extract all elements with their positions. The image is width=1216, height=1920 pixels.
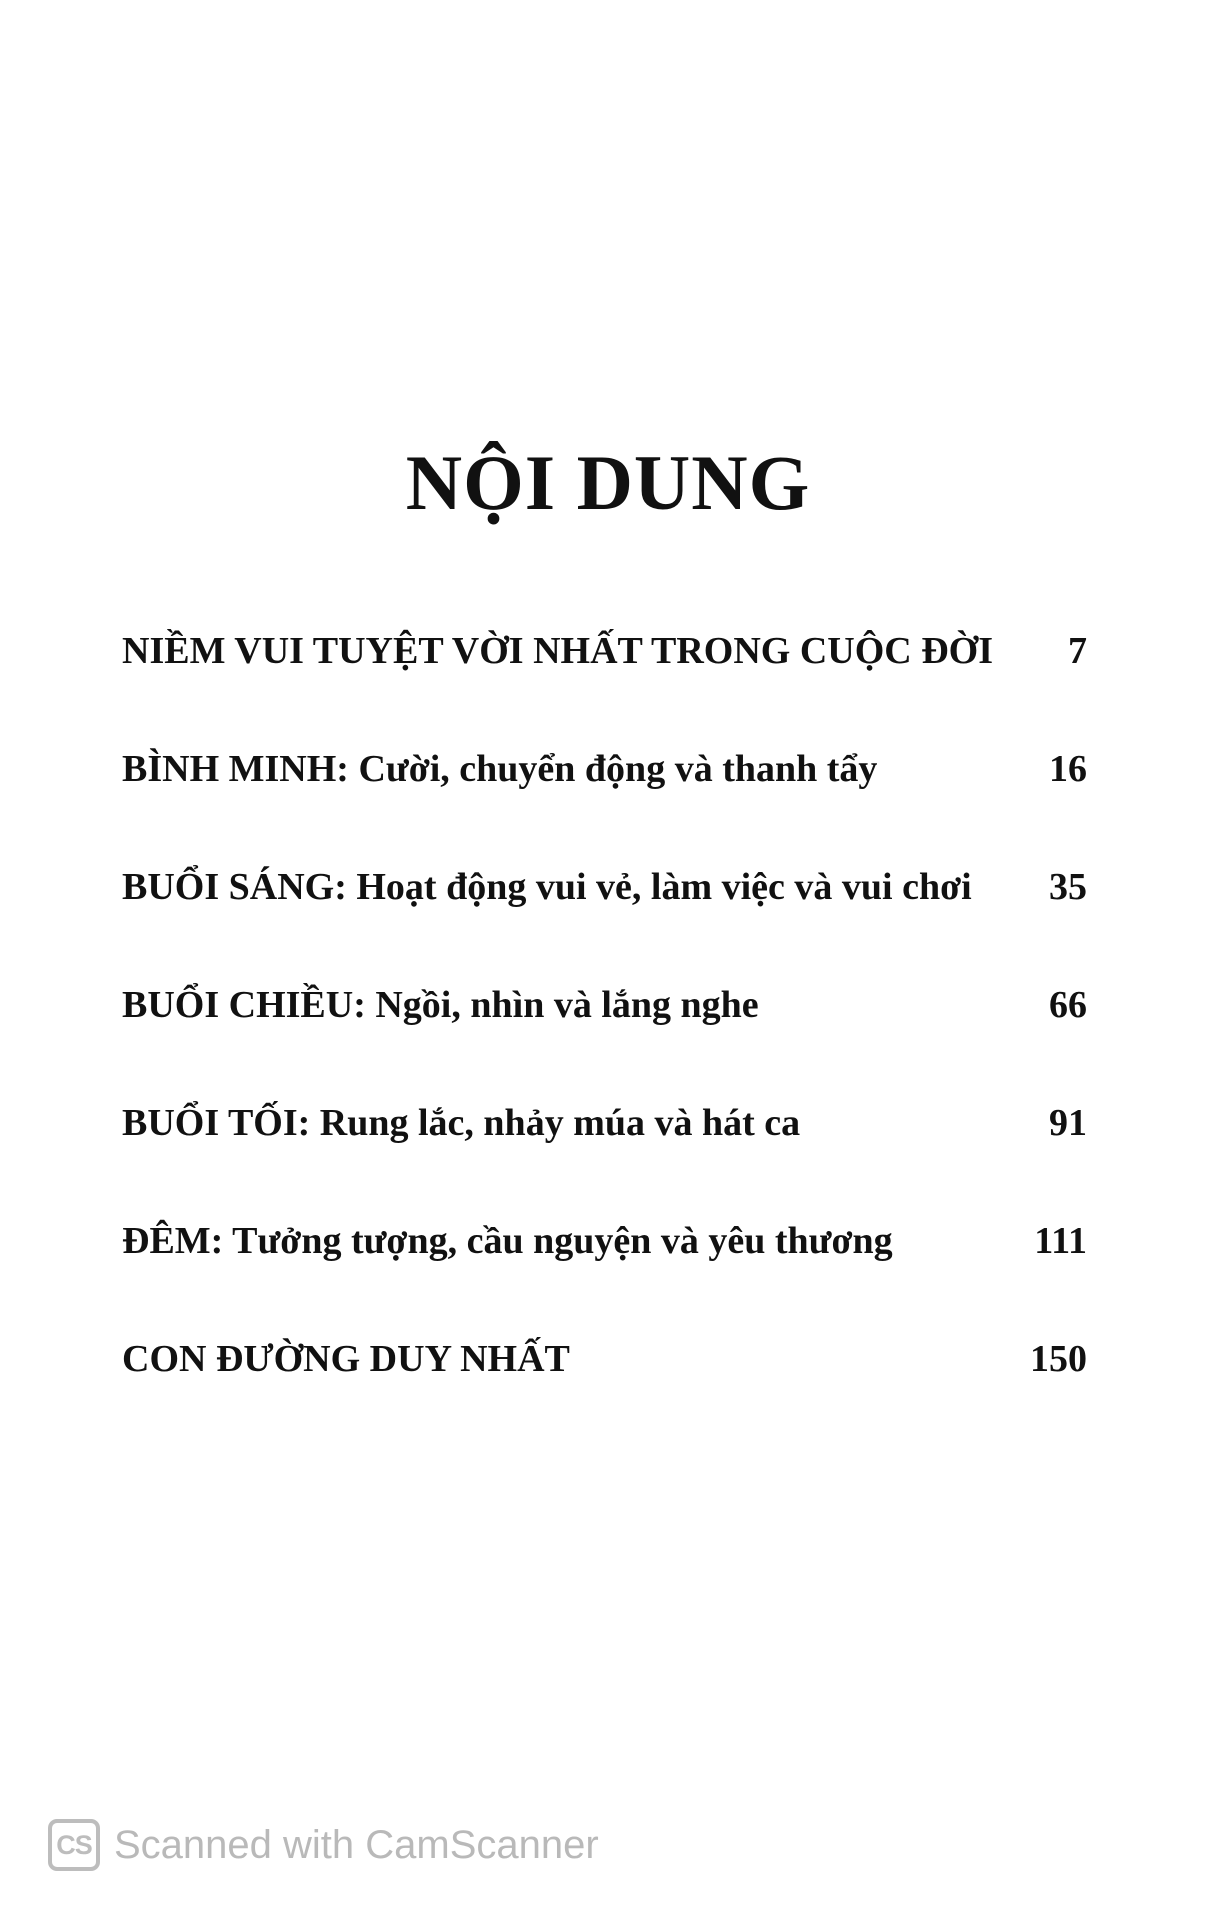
toc-entry-title: CON ĐƯỜNG DUY NHẤT <box>122 1338 570 1380</box>
toc-entry-page: 7 <box>1068 630 1087 672</box>
toc-entry-page: 16 <box>1049 748 1087 790</box>
toc-entry-page: 150 <box>1030 1338 1087 1380</box>
toc-entry-page: 111 <box>1034 1220 1087 1262</box>
camscanner-watermark <box>48 1816 599 1874</box>
toc-entry <box>122 632 1087 750</box>
toc-entry <box>122 986 1087 1104</box>
toc-entry-page: 91 <box>1049 1102 1087 1144</box>
toc-entry-title: BÌNH MINH: Cười, chuyển động và thanh tẩy <box>122 748 878 790</box>
toc-entry-title: NIỀM VUI TUYỆT VỜI NHẤT TRONG CUỘC ĐỜI <box>122 630 994 672</box>
toc-entry-page: 35 <box>1049 866 1087 908</box>
toc-entry <box>122 1104 1087 1222</box>
toc-entry-page: 66 <box>1049 984 1087 1026</box>
toc-entry <box>122 750 1087 868</box>
toc-entry-title: BUỔI TỐI: Rung lắc, nhảy múa và hát ca <box>122 1102 801 1144</box>
camscanner-logo-icon: CS <box>48 1819 100 1871</box>
watermark-text: Scanned with CamScanner <box>114 1822 599 1867</box>
toc-entry-title: BUỔI CHIỀU: Ngồi, nhìn và lắng nghe <box>122 984 759 1026</box>
toc-entry <box>122 1222 1087 1340</box>
toc-entry-title: ĐÊM: Tưởng tượng, cầu nguyện và yêu thương <box>122 1220 893 1262</box>
table-of-contents <box>122 632 1087 1458</box>
toc-entry <box>122 868 1087 986</box>
toc-entry-title: BUỔI SÁNG: Hoạt động vui vẻ, làm việc và vui chơi <box>122 866 972 908</box>
page-title: NỘI DUNG <box>405 439 811 527</box>
toc-entry <box>122 1340 1087 1458</box>
